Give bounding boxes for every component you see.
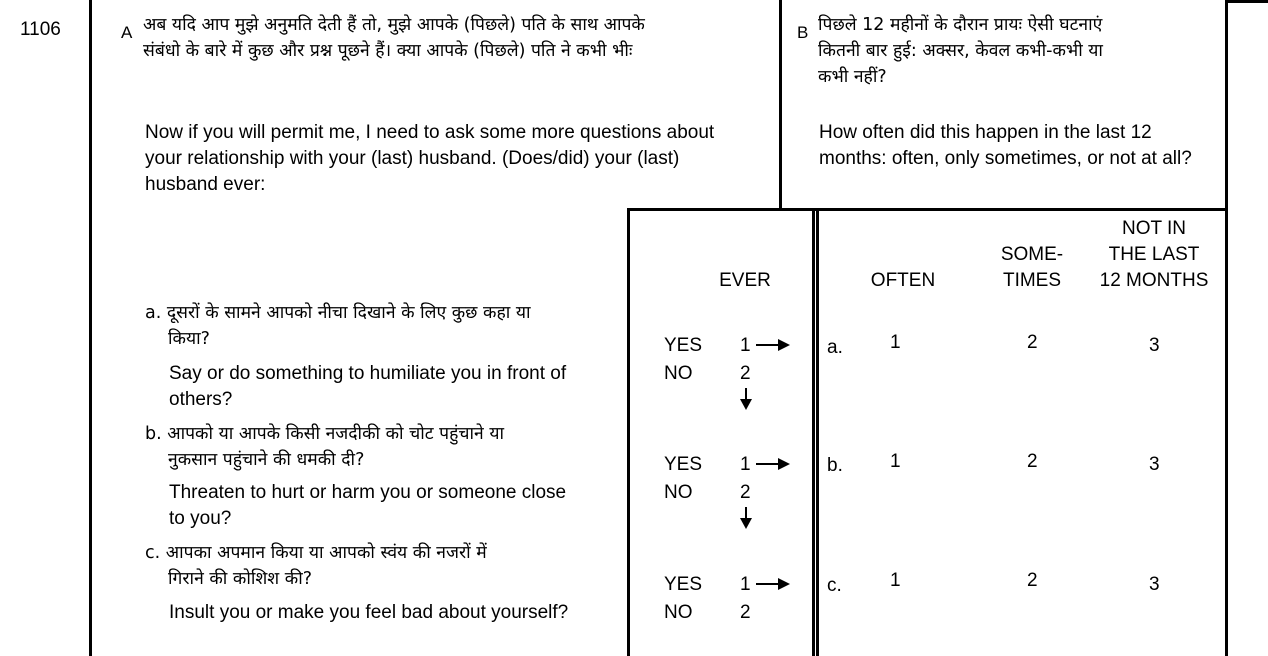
item-a-english-line-1: Say or do something to humiliate you in front of [169,363,567,384]
top-right-line [1225,0,1268,3]
col-a-english-line-1: Now if you will permit me, I need to ask some more questions about [145,122,715,143]
skip-arrow-right-icon [756,578,790,590]
header-not-in-last-line-3: 12 MONTHS [1099,270,1209,291]
item-b-yes-code[interactable]: 1 [740,454,751,475]
col-a-english-line-3: husband ever: [145,174,266,195]
item-b-hindi-line-1: b. आपको या आपके किसी नजदीकी को चोट पहुंचाने या [145,424,505,444]
item-c-no-label[interactable]: NO [664,602,693,623]
ever-col-left-line [627,208,630,656]
header-often: OFTEN [870,270,936,291]
skip-arrow-right-icon [756,458,790,470]
item-c-yes-label[interactable]: YES [664,574,703,595]
col-a-marker: A [121,23,133,42]
item-c-often-code[interactable]: 1 [890,570,901,591]
col-b-hindi-line-2: कितनी बार हुई: अक्सर, केवल कभी-कभी या [818,41,1103,61]
item-a-hindi-line-2: किया? [168,329,210,349]
item-c-not-last-code[interactable]: 3 [1149,574,1160,595]
item-a-no-label[interactable]: NO [664,363,693,384]
item-b-no-label[interactable]: NO [664,482,693,503]
header-sometimes-line-2: TIMES [1002,270,1062,291]
item-a-letter: a. [827,337,843,358]
ever-col-right-line [812,208,815,656]
item-a-english-line-2: others? [169,389,233,410]
header-not-in-last-line-1: NOT IN [1121,218,1187,239]
item-b-english-line-1: Threaten to hurt or harm you or someone close [169,482,567,503]
item-b-often-code[interactable]: 1 [890,451,901,472]
right-border-line [1225,0,1228,656]
arrow-down-icon [740,388,752,410]
item-c-letter: c. [827,575,842,596]
item-b-no-code[interactable]: 2 [740,482,751,503]
item-c-hindi-line-2: गिराने की कोशिश की? [168,569,313,589]
item-b-letter: b. [827,455,843,476]
item-b-yes-label[interactable]: YES [664,454,703,475]
item-b-hindi-line-2: नुकसान पहुंचाने की धमकी दी? [168,450,365,470]
col-a-b-divider [779,0,782,210]
col-b-english-line-2: months: often, only sometimes, or not at all? [819,148,1192,169]
item-a-yes-label[interactable]: YES [664,335,703,356]
item-a-hindi-line-1: a. दूसरों के सामने आपको नीचा दिखाने के लिए कुछ कहा या [145,303,531,323]
col-a-english-line-2: your relationship with your (last) husband. (Does/did) your (last) [145,148,680,169]
item-c-yes-code[interactable]: 1 [740,574,751,595]
skip-arrow-right-icon [756,339,790,351]
item-a-sometimes-code[interactable]: 2 [1027,332,1038,353]
item-c-english-line-1: Insult you or make you feel bad about yourself? [169,602,569,623]
left-border-line [89,0,92,656]
item-a-yes-code[interactable]: 1 [740,335,751,356]
item-c-hindi-line-1: c. आपका अपमान किया या आपको स्वंय की नजरों में [145,543,487,563]
col-a-hindi-line-1: अब यदि आप मुझे अनुमति देती हैं तो, मुझे आपके (पिछले) पति के साथ आपके [143,15,645,35]
col-b-marker: B [797,23,809,42]
header-sometimes-line-1: SOME- [1000,244,1064,265]
header-not-in-last-line-2: THE LAST [1108,244,1200,265]
question-number: 1106 [20,19,61,40]
item-c-sometimes-code[interactable]: 2 [1027,570,1038,591]
arrow-down-icon [740,507,752,529]
item-b-not-last-code[interactable]: 3 [1149,454,1160,475]
ever-header-top-line [627,208,1227,211]
col-b-english-line-1: How often did this happen in the last 12 [819,122,1152,143]
col-b-hindi-line-3: कभी नहीं? [818,67,887,87]
item-a-often-code[interactable]: 1 [890,332,901,353]
item-a-no-code[interactable]: 2 [740,363,751,384]
header-ever: EVER [719,270,771,291]
item-a-not-last-code[interactable]: 3 [1149,335,1160,356]
item-b-sometimes-code[interactable]: 2 [1027,451,1038,472]
freq-col-left-line [816,208,819,656]
item-c-no-code[interactable]: 2 [740,602,751,623]
item-b-english-line-2: to you? [169,508,232,529]
col-a-hindi-line-2: संबंधो के बारे में कुछ और प्रश्न पूछने हैं। क्या आपके (पिछले) पति ने कभी भीः [143,41,633,61]
col-b-hindi-line-1: पिछले 12 महीनों के दौरान प्रायः ऐसी घटनाएं [818,15,1103,35]
